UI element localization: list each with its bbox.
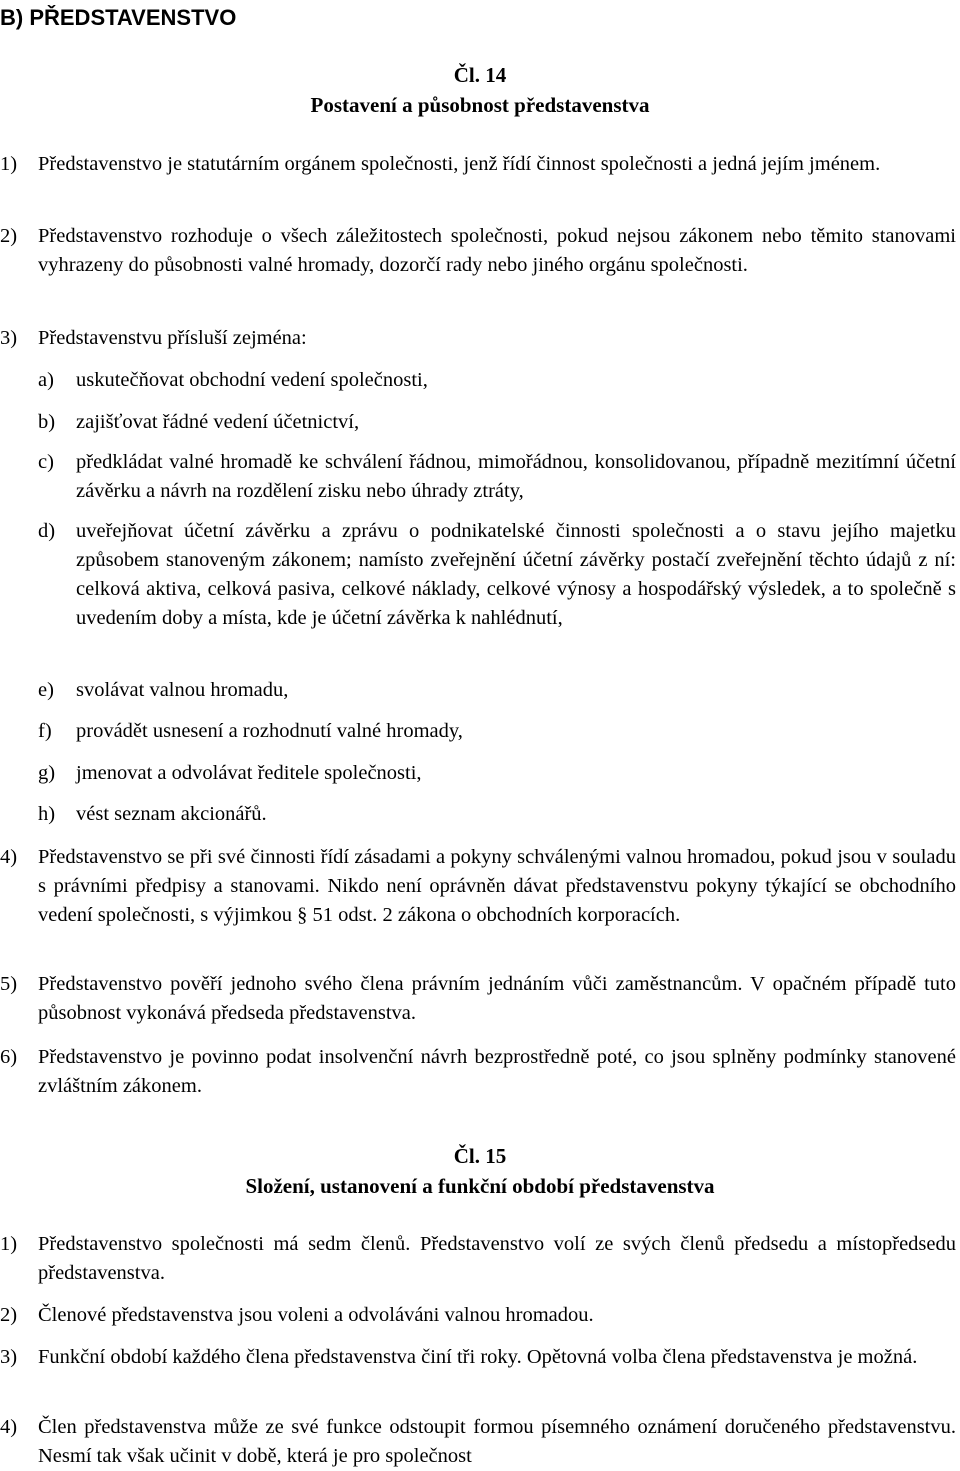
subitem-letter: d) [38,520,56,542]
art15-paragraph-2 [0,1301,956,1330]
subitem-text: provádět usnesení a rozhodnutí valné hromady, [76,720,463,742]
article-15-number: Čl. 15 [453,1144,507,1168]
art14-paragraph-3 [0,324,956,353]
art14-subitem-f [38,717,956,746]
art14-subitem-g [38,759,956,788]
paragraph-text: Představenstvo společnosti má sedm členů. Představenstvo volí ze svých členů předsedu a místopředsedu představenstva. [38,1233,956,1284]
paragraph-text: Představenstvu přísluší zejména: [38,327,307,349]
subitem-letter: a) [38,369,54,391]
art14-subitem-a [38,366,956,395]
subitem-text: předkládat valné hromadě ke schválení řádnou, mimořádnou, konsolidovanou, případně mezitímní účetní závěrku a návrh na rozdělení zisku nebo úhrady ztráty, [76,451,956,502]
subitem-letter: e) [38,679,54,701]
paragraph-text: Představenstvo pověří jednoho svého člena právním jednáním vůči zaměstnancům. V opačném případě tuto působnost vykonává předseda představenstva. [38,973,956,1024]
paragraph-number: 3) [0,1346,18,1368]
paragraph-text: Představenstvo rozhoduje o všech záležitostech společnosti, pokud nejsou zákonem nebo těmito stanovami vyhrazeny do působnosti valné hromady, dozorčí rady nebo jiného orgánu společnosti. [38,225,956,276]
art14-paragraph-5 [0,970,956,1028]
art14-paragraph-2 [0,222,956,280]
art14-paragraph-6 [0,1043,956,1101]
paragraph-number: 1) [0,1233,18,1255]
subitem-text: vést seznam akcionářů. [76,803,267,825]
subitem-letter: g) [38,762,56,784]
subitem-letter: c) [38,451,54,473]
subitem-text: jmenovat a odvolávat ředitele společnosti, [76,762,422,784]
paragraph-number: 4) [0,846,18,868]
subitem-text: svolávat valnou hromadu, [76,679,289,701]
paragraph-text: Členové představenstva jsou voleni a odvoláváni valnou hromadou. [38,1304,594,1326]
subitem-text: uskutečňovat obchodní vedení společnosti, [76,369,428,391]
paragraph-number: 3) [0,327,18,349]
subitem-letter: b) [38,411,56,433]
art14-paragraph-1 [0,150,956,179]
paragraph-number: 2) [0,1304,18,1326]
art15-paragraph-1 [0,1230,956,1288]
paragraph-number: 1) [0,153,18,175]
paragraph-text: Člen představenstva může ze své funkce odstoupit formou písemného oznámení doručeného představenstvu. Nesmí tak však učinit v době, která je pro společnost [38,1416,956,1467]
art14-subitem-b [38,408,956,437]
paragraph-number: 6) [0,1046,18,1068]
art14-subitem-c [38,448,956,506]
art14-subitem-h [38,800,956,829]
article-15-title: Složení, ustanovení a funkční období představenstva [245,1174,715,1198]
art15-paragraph-3 [0,1343,956,1372]
art14-paragraph-4 [0,843,956,930]
paragraph-text: Funkční období každého člena představenstva činí tři roky. Opětovná volba člena představenstva je možná. [38,1346,918,1368]
paragraph-text: Představenstvo je povinno podat insolvenční návrh bezprostředně poté, co jsou splněny podmínky stanovené zvláštním zákonem. [38,1046,956,1097]
subitem-text: zajišťovat řádné vedení účetnictví, [76,411,360,433]
subitem-letter: h) [38,803,56,825]
subitem-letter: f) [38,720,52,742]
paragraph-text: Představenstvo je statutárním orgánem společnosti, jenž řídí činnost společnosti a jedná jejím jménem. [38,153,881,175]
section-title: B) PŘEDSTAVENSTVO [0,5,237,30]
art15-paragraph-4 [0,1413,956,1471]
art14-subitem-e [38,676,956,705]
paragraph-number: 5) [0,973,18,995]
article-14-title: Postavení a působnost představenstva [310,93,650,117]
paragraph-number: 4) [0,1416,18,1438]
paragraph-text: Představenstvo se při své činnosti řídí zásadami a pokyny schválenými valnou hromadou, pokud jsou v souladu s právními předpisy a stanovami. Nikdo není oprávněn dávat představenstvu pokyny týkající se obchodního vedení společnosti, s výjimkou § 51 odst. 2 zákona o obchodních korporacích. [38,846,956,926]
subitem-text: uveřejňovat účetní závěrku a zprávu o podnikatelské činnosti společnosti a o stavu jejího majetku způsobem stanoveným zákonem; namísto zveřejnění účetní závěrky postačí zveřejnění těchto údajů z ní: celková aktiva, celková pasiva, celkové náklady, celkové výnosy a hospodářský výsledek, a to společně s uvedením doby a místa, kde je účetní závěrka k nahlédnutí, [76,520,956,629]
art14-subitem-d [38,517,956,633]
paragraph-number: 2) [0,225,18,247]
article-14-number: Čl. 14 [453,63,507,87]
